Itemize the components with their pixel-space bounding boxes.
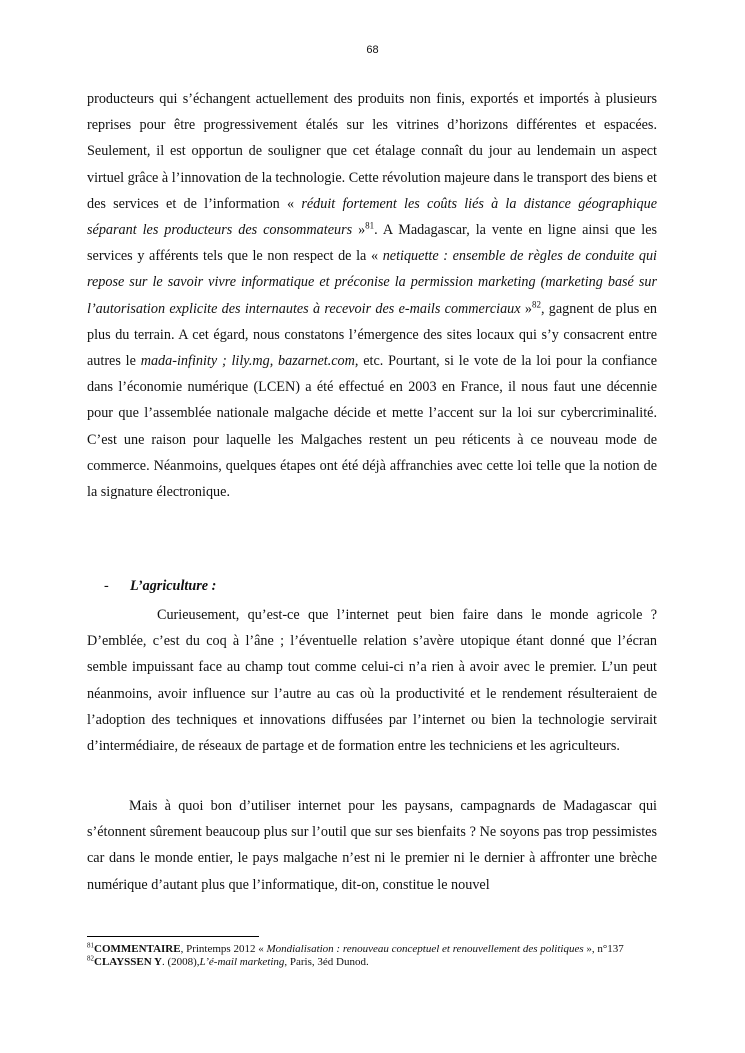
footnote-author: COMMENTAIRE [94,943,181,955]
text-run: , etc. Pourtant, si le vote de la loi pour la confiance dans l’économie numérique (LCEN) a été effectué en 2003 en France, il nous faut une décennie pour que l’assemblée nationale malgache décide et mette l’accent sur la loi sur cybercriminalité. C’est une raison pour laquelle les Malgaches restent un peu réticents à ce nouveau mode de commerce. Néanmoins, quelques étapes ont été déjà affranchies avec cette loi telle que la notion de la signature électronique. [87,353,658,501]
text-run: , Printemps 2012 « [180,943,267,955]
text-run: . (2008), [161,956,200,968]
section-heading [104,578,216,595]
page-number: 68 [366,44,379,56]
footnote-81 [87,943,657,956]
paragraph-text: Mais à quoi bon d’utiliser internet pour les paysans, campagnards de Madagascar qui s’étonnent sûrement beaucoup plus sur l’outil que sur ses bienfaits ? Ne soyons pas trop pessimistes car dans le monde entier, le pays malgache n’est ni le premier ni le dernier à affronter une brèche numérique d’autant plus que l’informatique, dit-on, constitue le nouvel [87,798,657,893]
paragraph-text: Curieusement, qu’est-ce que l’internet peut bien faire dans le monde agricole ? D’emblée, c’est du coq à l’âne ; l’éventuelle relation s’avère utopique étant donné que l’écran semble impuissant face au champ tout comme celui-ci n’a rien à avoir avec le premier. L’un peut néanmoins, avoir influence sur l’autre au cas où la productivité et le rendement résulteraient de l’adoption des techniques et innovations diffusées par l’internet ou bien la technologie servirait d’intermédiaire, de réseaux de partage et de formation entre les techniciens et les agriculteurs. [87,607,657,755]
paragraph-madagascar [87,793,657,898]
footnote-number: 82 [87,954,94,963]
footnote-ref[interactable]: 81 [365,220,375,231]
quote-italic: réduit fortement les coûts liés à la distance géographique séparant les producteurs des consommateurs [87,195,658,239]
text-run: producteurs qui s’échangent actuellement des produits non finis, exportés et importés à plusieurs reprises pour être progressivement étalés sur les vitrines d’horizons différentes et espacées. Seulement, il est opportun de souligner que cet étalage connaît du jour au lendemain un aspect virtuel grâce à l’innovation de la technologie. Cette révolution majeure dans le transport des biens et des services et de l’information « [87,91,657,212]
footnote-title: L’é-mail marketing [199,956,285,968]
text-run: » [352,222,366,239]
paragraph-agriculture [87,602,657,759]
footnote-ref[interactable]: 82 [531,298,541,309]
footnotes [87,943,657,969]
footnote-number: 81 [87,941,94,950]
heading-label: L’agriculture : [130,578,217,594]
quote-italic: netiquette : ensemble de règles de conduite qui repose sur le savoir vivre informatique et préconise la permission marketing (marketing basé sur l’autorisation explicite des internautes à recevoir des e-mails commerciaux [87,248,657,317]
footnote-author: CLAYSSEN Y [94,956,162,968]
footnote-82 [87,956,657,969]
text-run: , Paris, 3éd Dunod. [284,956,369,968]
paragraph-ecommerce [87,86,657,505]
text-run: », n°137 [583,943,624,955]
bullet-dash: - [104,578,109,594]
paragraph-text [87,86,657,505]
site-names: mada-infinity ; lily.mg, bazarnet.com [140,353,355,370]
text-run: » [520,300,532,317]
footnote-separator [87,936,259,937]
footnote-title: Mondialisation : renouveau conceptuel et renouvellement des politiques [266,943,584,955]
text-run: , gagnent de plus en plus du terrain. A cet égard, nous constatons l’émergence des sites locaux qui s’y consacrent entre autres le [87,300,658,370]
text-run: . A Madagascar, la vente en ligne ainsi que les services y afférents tels que le non respect de la « [87,222,658,265]
